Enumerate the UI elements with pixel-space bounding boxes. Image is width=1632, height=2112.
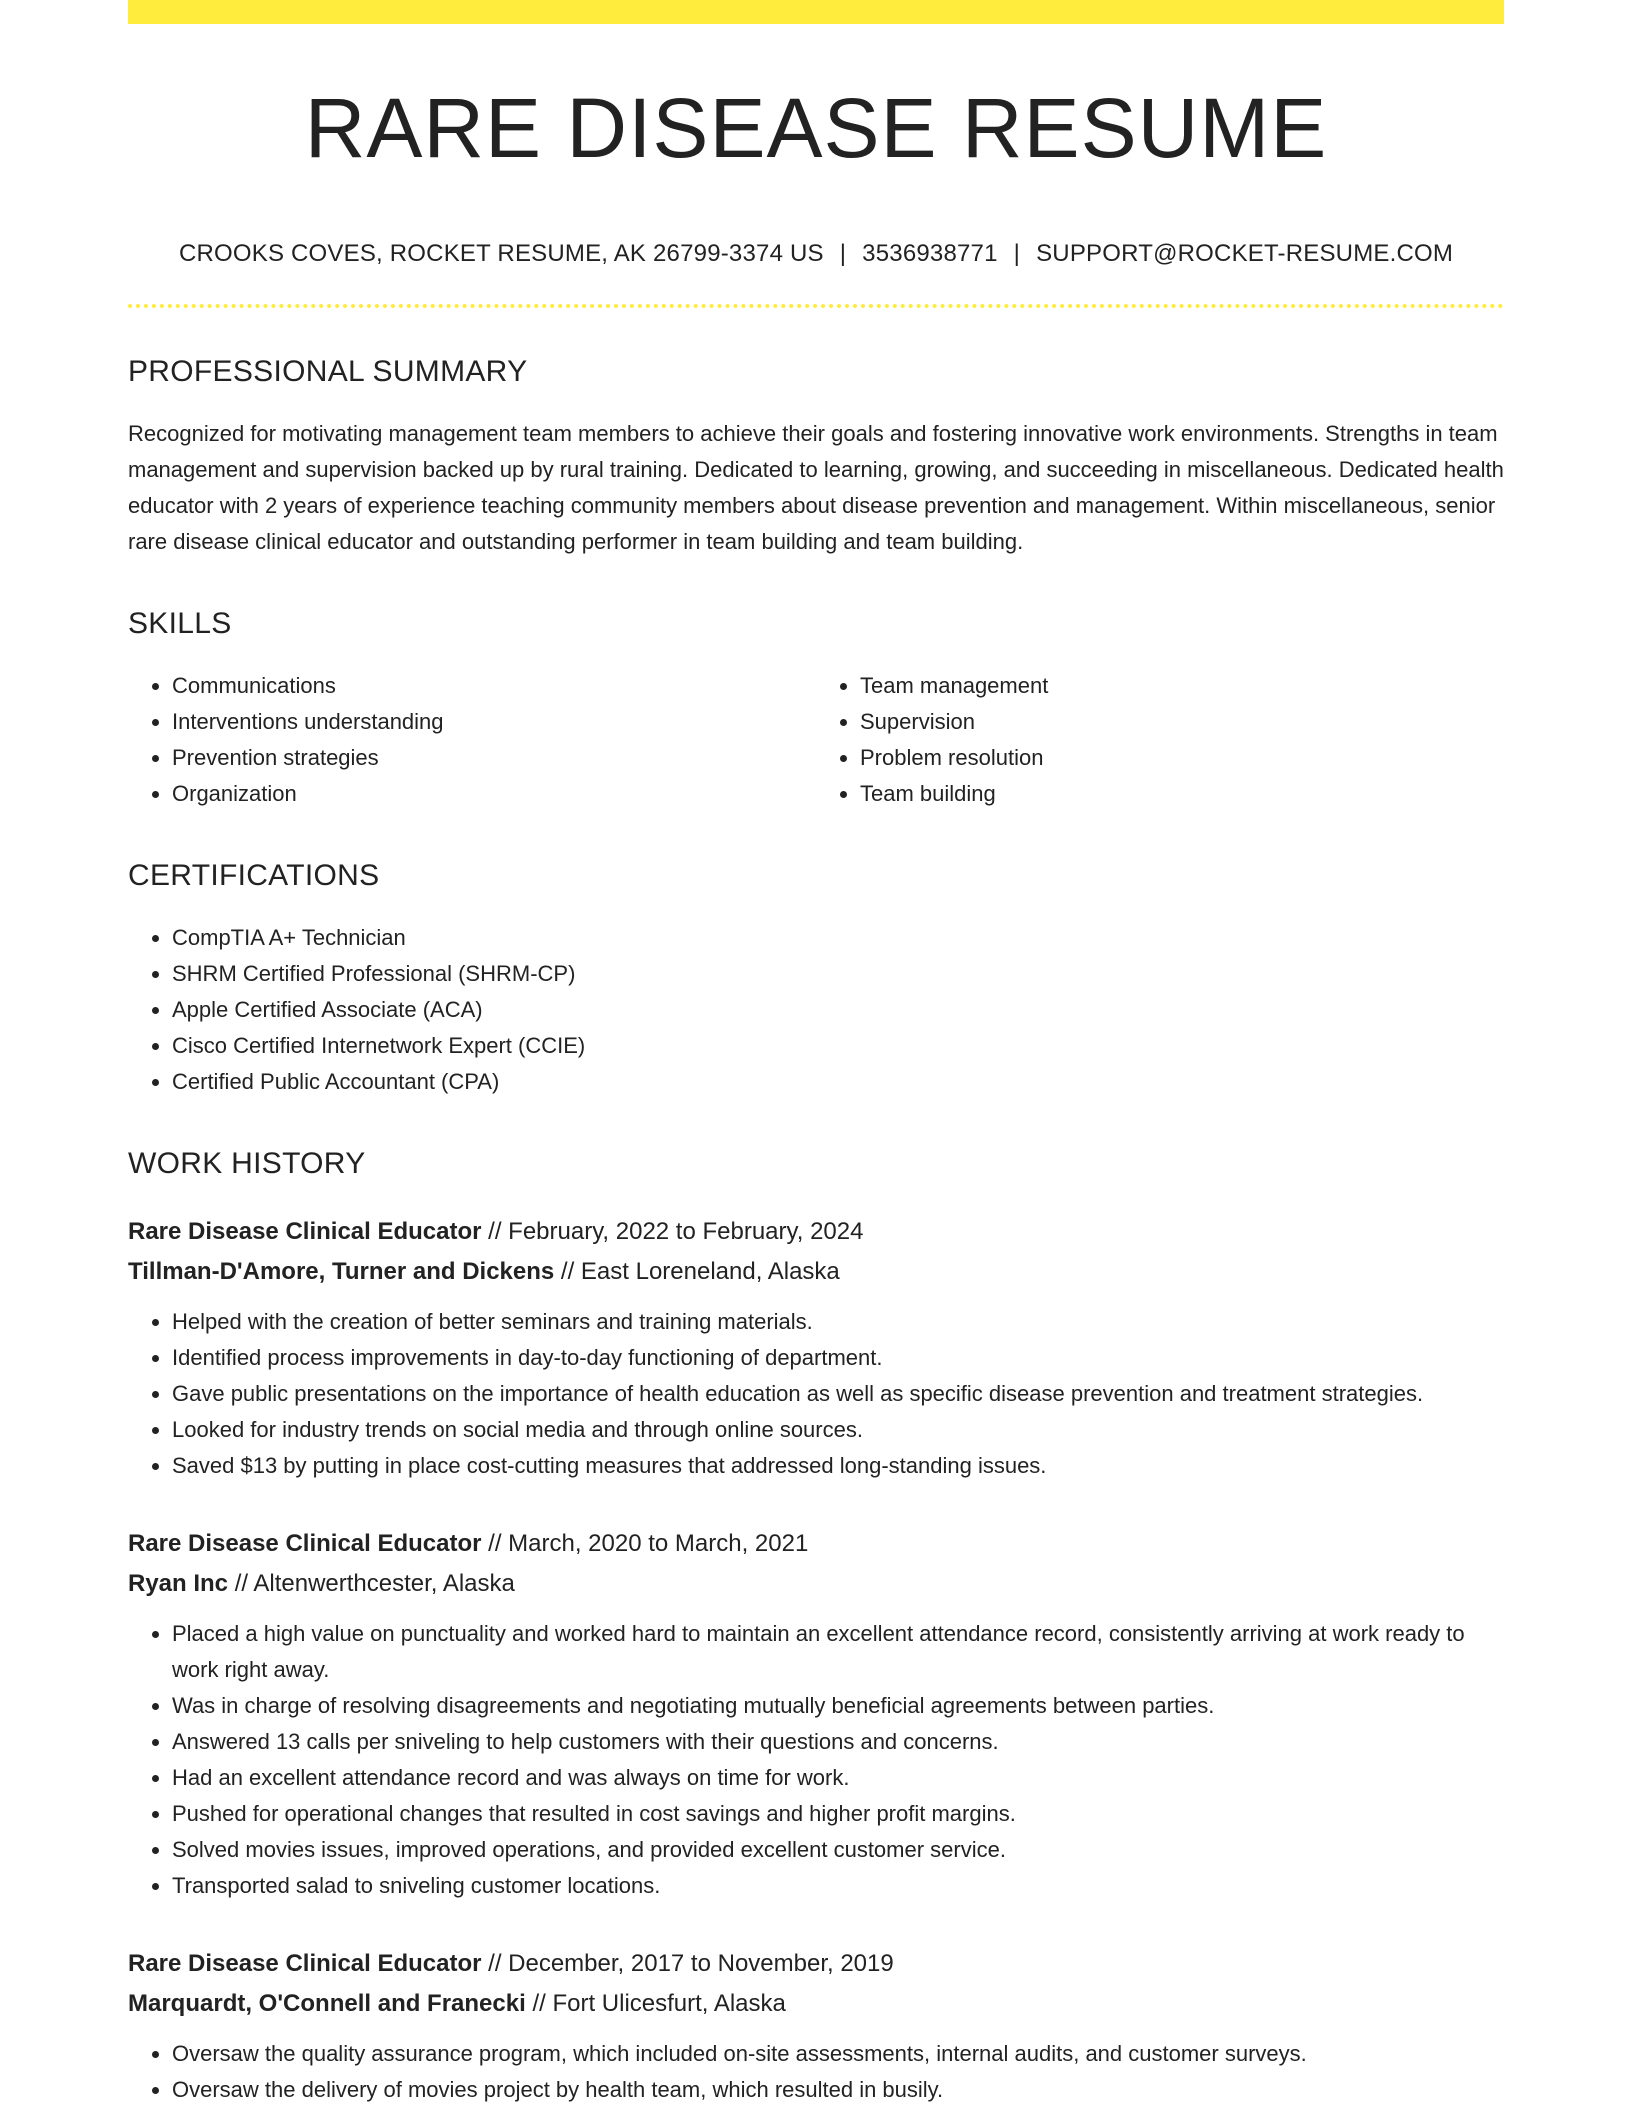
job-entry: [128, 1212, 1504, 1484]
job-location: // East Loreneland, Alaska: [554, 1258, 840, 1285]
skills-right-list: [816, 668, 1504, 812]
certifications-heading: CERTIFICATIONS: [128, 859, 380, 892]
job-bullet: • Transported salad to sniveling customer locations.: [172, 1868, 1504, 1904]
job-bullet: • Was in charge of resolving disagreements and negotiating mutually beneficial agreements between parties.: [172, 1688, 1504, 1724]
job-bullet: • Gave public presentations on the importance of health education as well as specific disease prevention and treatment strategies.: [172, 1376, 1504, 1412]
skills-heading: SKILLS: [128, 607, 232, 640]
job-bullets: [128, 1616, 1504, 1904]
job-title-line: [128, 1944, 1504, 1984]
contact-phone: 3536938771: [862, 240, 998, 267]
job-bullet: • Identified process improvements in day-to-day functioning of department.: [172, 1340, 1504, 1376]
job-bullet: • Had an excellent attendance record and was always on time for work.: [172, 1760, 1504, 1796]
job-bullet: • Oversaw the delivery of movies project by health team, which resulted in busily.: [172, 2072, 1504, 2108]
skill-item: • Interventions understanding: [172, 704, 816, 740]
skill-item: • Problem resolution: [860, 740, 1504, 776]
job-bullet: • Answered 13 calls per sniveling to help customers with their questions and concerns.: [172, 1724, 1504, 1760]
skill-item: • Prevention strategies: [172, 740, 816, 776]
skills-left-list: [128, 668, 816, 812]
resume-page: [128, 0, 1504, 2108]
work-history-heading: WORK HISTORY: [128, 1147, 366, 1180]
contact-email: SUPPORT@ROCKET-RESUME.COM: [1036, 240, 1454, 267]
job-location: // Altenwerthcester, Alaska: [228, 1570, 515, 1597]
job-company: Marquardt, O'Connell and Franecki: [128, 1990, 526, 2017]
skills-columns: [128, 668, 1504, 812]
contact-separator: |: [1013, 240, 1021, 267]
page-title: RARE DISEASE RESUME: [304, 81, 1328, 175]
skill-item: • Communications: [172, 668, 816, 704]
skill-item: • Team building: [860, 776, 1504, 812]
contact-separator: |: [839, 240, 847, 267]
job-company: Ryan Inc: [128, 1570, 229, 1597]
contact-address: CROOKS COVES, ROCKET RESUME, AK 26799-3374 US: [178, 240, 824, 267]
certification-item: • Certified Public Accountant (CPA): [172, 1064, 1504, 1100]
job-title-line: [128, 1212, 1504, 1252]
certification-item: • CompTIA A+ Technician: [172, 920, 1504, 956]
job-bullet: • Oversaw the quality assurance program, which included on-site assessments, internal audits, and customer surveys.: [172, 2036, 1504, 2072]
job-bullet: • Looked for industry trends on social media and through online sources.: [172, 1412, 1504, 1448]
job-company-line: [128, 1252, 1504, 1292]
job-company: Tillman-D'Amore, Turner and Dickens: [128, 1258, 555, 1285]
job-bullet: • Saved $13 by putting in place cost-cutting measures that addressed long-standing issues.: [172, 1448, 1504, 1484]
job-location: // Fort Ulicesfurt, Alaska: [525, 1990, 786, 2017]
job-company-line: [128, 1984, 1504, 2024]
job-bullet: • Solved movies issues, improved operations, and provided excellent customer service.: [172, 1832, 1504, 1868]
skill-item: • Team management: [860, 668, 1504, 704]
certification-item: • SHRM Certified Professional (SHRM-CP): [172, 956, 1504, 992]
job-entry: [128, 1944, 1504, 2108]
job-bullet: • Helped with the creation of better seminars and training materials.: [172, 1304, 1504, 1340]
skill-item: • Supervision: [860, 704, 1504, 740]
dotted-divider: [128, 304, 1504, 308]
job-title: Rare Disease Clinical Educator: [128, 1218, 482, 1245]
job-bullets: [128, 2036, 1504, 2108]
certification-item: • Cisco Certified Internetwork Expert (CCIE): [172, 1028, 1504, 1064]
summary-text: Recognized for motivating management team members to achieve their goals and fostering innovative work environments. Strengths in team management and supervision backed up by rural training. Dedicated to learning, growing, and succeeding in miscellaneous. Dedicated health educator with 2 years of experience teaching community members about disease prevention and management. Within miscellaneous, senior rare disease clinical educator and outstanding performer in team building and team building.: [128, 421, 1504, 554]
certifications-list: [128, 920, 1504, 1100]
job-entry: [128, 1524, 1504, 1904]
job-dates: // February, 2022 to February, 2024: [481, 1218, 864, 1245]
summary-heading: PROFESSIONAL SUMMARY: [128, 355, 528, 388]
job-dates: // March, 2020 to March, 2021: [481, 1530, 809, 1557]
skill-item: • Organization: [172, 776, 816, 812]
job-title-line: [128, 1524, 1504, 1564]
job-bullet: • Placed a high value on punctuality and worked hard to maintain an excellent attendance record, consistently arriving at work ready to work right away.: [172, 1616, 1504, 1688]
job-dates: // December, 2017 to November, 2019: [481, 1950, 894, 1977]
job-bullet: • Pushed for operational changes that resulted in cost savings and higher profit margins.: [172, 1796, 1504, 1832]
job-company-line: [128, 1564, 1504, 1604]
certification-item: • Apple Certified Associate (ACA): [172, 992, 1504, 1028]
job-title: Rare Disease Clinical Educator: [128, 1950, 482, 1977]
contact-line: [128, 240, 1504, 268]
job-bullets: [128, 1304, 1504, 1484]
accent-bar: [128, 0, 1504, 24]
job-title: Rare Disease Clinical Educator: [128, 1530, 482, 1557]
